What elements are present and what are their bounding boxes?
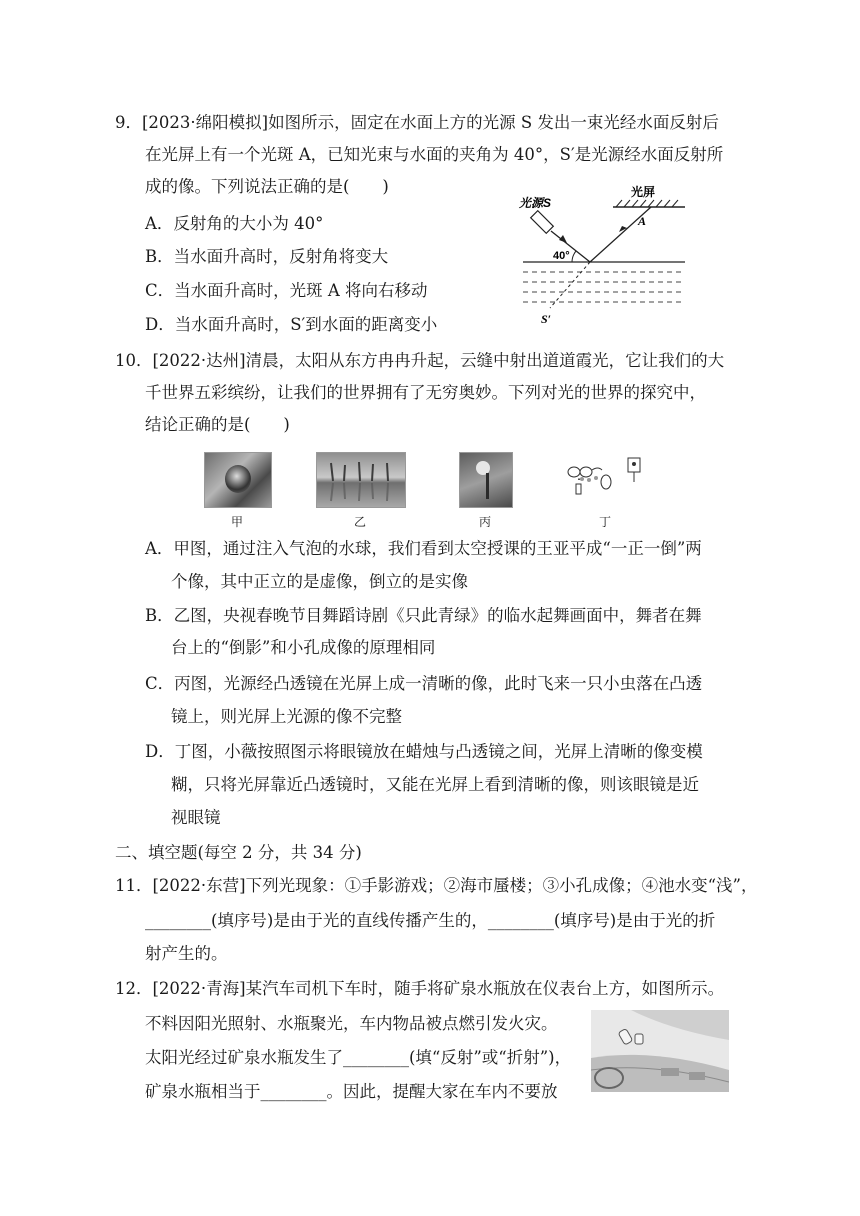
q10-option-a-1: A．甲图，通过注入气泡的水球，我们看到太空授课的王亚平成“一正一倒”两 — [145, 539, 702, 558]
q10-option-c-1: C．丙图，光源经凸透镜在光屏上成一清晰的像，此时飞来一只小虫落在凸透 — [145, 674, 703, 693]
caption-yi: 乙 — [353, 515, 366, 529]
photo-bing — [459, 452, 513, 508]
caption-ding: 丁 — [598, 515, 611, 529]
reflection-diagram — [515, 185, 730, 330]
q9-option-b: B．当水面升高时，反射角将变大 — [145, 247, 389, 266]
photo-yi — [316, 452, 406, 508]
q9-option-d: D．当水面升高时，S′到水面的距离变小 — [145, 315, 438, 334]
q11-line-3: 射产生的。 — [145, 944, 228, 963]
q12-line-3: 太阳光经过矿泉水瓶发生了________(填“反射”或“折射”)， — [145, 1048, 572, 1067]
caption-bing: 丙 — [478, 515, 491, 529]
q12-line-2: 不料因阳光照射、水瓶聚光，车内物品被点燃引发火灾。 — [145, 1014, 558, 1033]
q12-line-1: 12．[2022·青海]某汽车司机下车时，随手将矿泉水瓶放在仪表台上方，如图所示。 — [115, 979, 725, 998]
q10-option-a-2: 个像，其中正立的是虚像，倒立的是实像 — [171, 572, 468, 591]
q12-line-4: 矿泉水瓶相当于________。因此，提醒大家在车内不要放 — [145, 1082, 558, 1101]
photo-jia — [204, 452, 272, 508]
spot-label: A — [638, 214, 647, 228]
q9-option-c: C．当水面升高时，光斑 A 将向右移动 — [145, 281, 428, 300]
q10-option-c-2: 镜上，则光屏上光源的像不完整 — [171, 707, 402, 726]
image-label: S′ — [541, 312, 552, 326]
q9-line-1: 9．[2023·绵阳模拟]如图所示，固定在水面上方的光源 S 发出一束光经水面反射后 — [115, 113, 719, 132]
q11-line-2: ________(填序号)是由于光的直线传播产生的，________(填序号)是由于光的折 — [145, 911, 716, 930]
q10-line-1: 10．[2022·达州]清晨，太阳从东方冉冉升起，云缝中射出道道霞光，它让我们的大 — [115, 351, 725, 370]
q10-line-2: 千世界五彩缤纷，让我们的世界拥有了无穷奥妙。下列对光的世界的探究中， — [145, 383, 706, 402]
q9-line-2: 在光屏上有一个光斑 A，已知光束与水面的夹角为 40°，S′是光源经水面反射所 — [145, 145, 724, 164]
q11-line-1: 11．[2022·东营]下列光现象：①手影游戏；②海市蜃楼；③小孔成像；④池水变“浅”， — [115, 876, 758, 895]
q10-option-d-3: 视眼镜 — [171, 808, 221, 827]
section-heading: 二、填空题(每空 2 分，共 34 分) — [115, 843, 362, 862]
screen-label: 光屏 — [631, 185, 656, 199]
q10-option-d-1: D．丁图，小薇按照图示将眼镜放在蜡烛与凸透镜之间，光屏上清晰的像变模 — [145, 742, 703, 761]
photo-ding — [562, 452, 644, 508]
q9-line-3: 成的像。下列说法正确的是( ) — [145, 177, 389, 196]
q9-option-a: A．反射角的大小为 40° — [145, 214, 324, 233]
source-label: 光源S — [519, 196, 552, 210]
q10-option-b-2: 台上的“倒影”和小孔成像的原理相同 — [171, 638, 436, 657]
angle-label: 40° — [553, 250, 570, 262]
q10-option-b-1: B．乙图，央视春晚节目舞蹈诗剧《只此青绿》的临水起舞画面中，舞者在舞 — [145, 606, 702, 625]
caption-jia: 甲 — [230, 515, 243, 529]
q10-option-d-2: 糊，只将光屏靠近凸透镜时，又能在光屏上看到清晰的像，则该眼镜是近 — [171, 775, 699, 794]
dashboard-figure — [591, 1010, 729, 1092]
q10-line-3: 结论正确的是( ) — [145, 415, 290, 434]
